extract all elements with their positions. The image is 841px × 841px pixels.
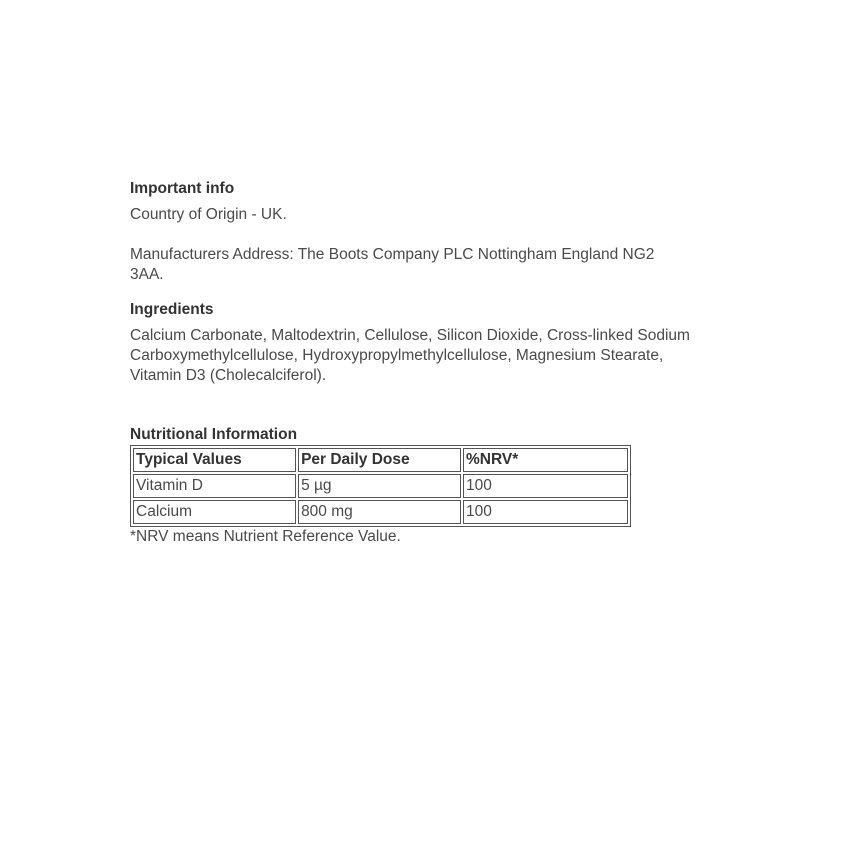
nrv-footnote: *NRV means Nutrient Reference Value. — [130, 528, 401, 545]
ingredients-text — [130, 326, 720, 386]
table-row — [133, 500, 628, 524]
manufacturer-address-text — [130, 245, 720, 285]
table-cell: 800 mg — [298, 500, 461, 524]
table-header-row — [133, 448, 628, 472]
address-line-2: 3AA. — [130, 266, 164, 283]
column-header-typical-values: Typical Values — [133, 448, 296, 472]
column-header-per-daily-dose: Per Daily Dose — [298, 448, 461, 472]
country-of-origin-text: Country of Origin - UK. — [130, 206, 287, 223]
address-line-1: Manufacturers Address: The Boots Company PLC Nottingham England NG2 — [130, 246, 655, 263]
ingredients-line-2: Carboxymethylcellulose, Hydroxypropylmethylcellulose, Magnesium Stearate, — [130, 347, 664, 364]
ingredients-line-3: Vitamin D3 (Cholecalciferol). — [130, 367, 327, 384]
column-header-nrv — [463, 448, 628, 472]
table-row — [133, 474, 628, 498]
product-info-content — [130, 179, 720, 547]
important-info-heading: Important info — [130, 180, 235, 197]
table-cell: Vitamin D — [133, 474, 296, 498]
table-cell: Calcium — [133, 500, 296, 524]
ingredients-heading: Ingredients — [130, 301, 214, 318]
nrv-header-label: %NRV* — [465, 451, 519, 468]
nutritional-information-heading: Nutritional Information — [130, 426, 298, 443]
nutrition-table — [130, 445, 631, 527]
ingredients-line-1: Calcium Carbonate, Maltodextrin, Cellulose, Silicon Dioxide, Cross-linked Sodium — [130, 327, 690, 344]
table-cell: 5 µg — [298, 474, 461, 498]
table-cell: 100 — [463, 474, 628, 498]
table-cell: 100 — [463, 500, 628, 524]
